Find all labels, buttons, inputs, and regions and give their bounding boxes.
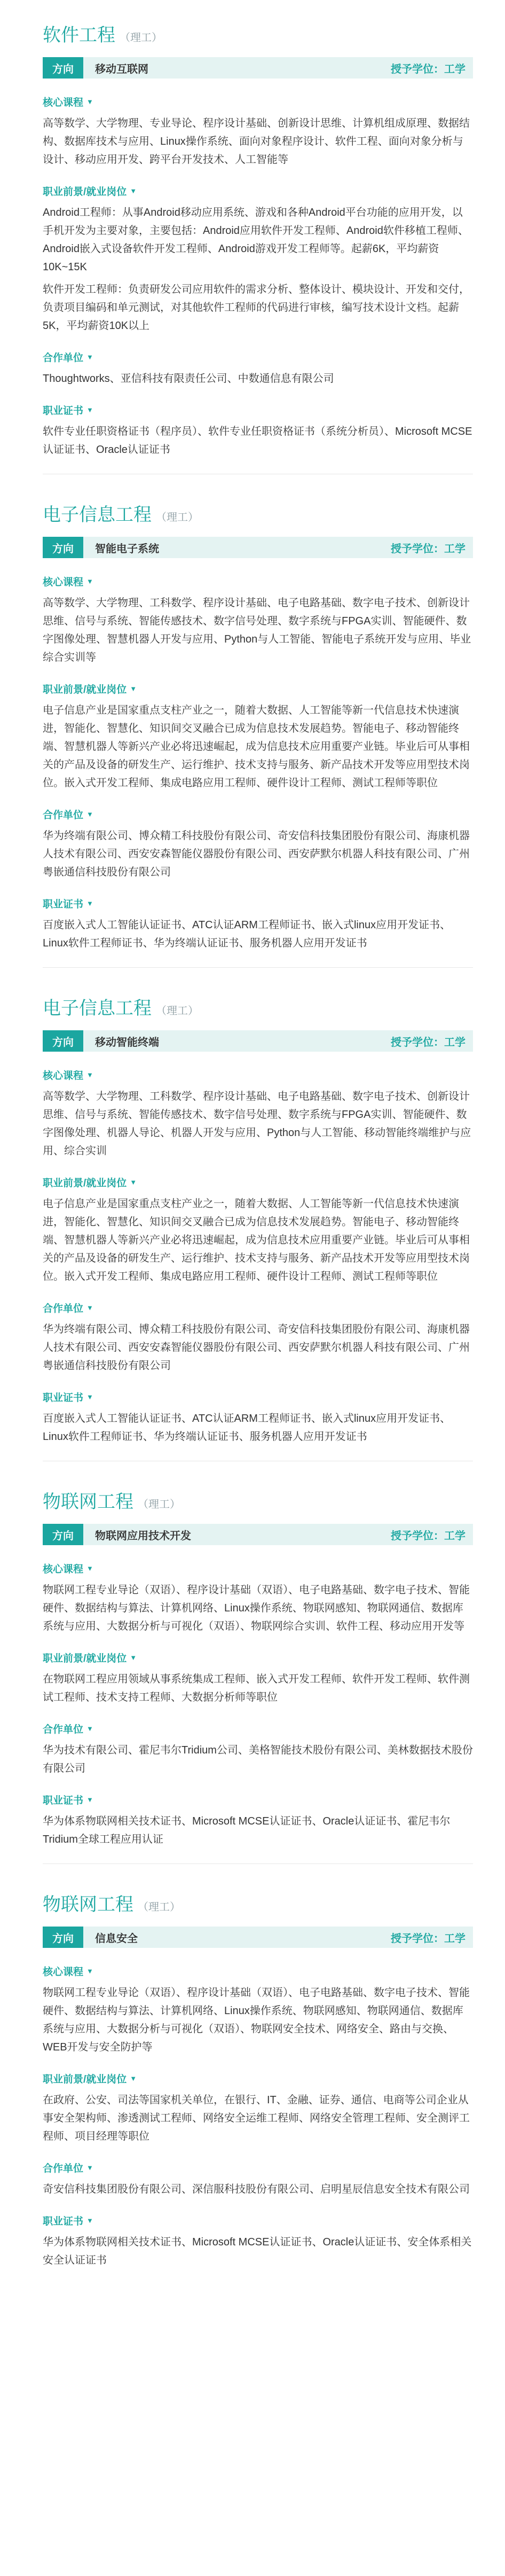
degree-value: 工学 [444,543,465,555]
career-prospects-title [43,682,473,696]
major-name: 电子信息工程 [43,505,152,525]
degree-label: 授予学位： [391,63,444,75]
direction-name: 智能电子系统 [95,543,159,555]
partner-units-text: 奇安信科技集团股份有限公司、深信服科技股份有限公司、启明星辰信息安全技术有限公司 [43,2183,470,2195]
partner-units-text: Thoughtworks、亚信科技有限责任公司、中数通信息有限公司 [43,373,334,385]
major-name: 物联网工程 [43,1894,133,1915]
major-category: （理工） [138,1901,180,1913]
degree-value: 工学 [444,1530,465,1542]
core-courses-heading: 核心课程 [43,1967,84,1978]
partner-units-text: 华为终端有限公司、博众精工科技股份有限公司、奇安信科技集团股份有限公司、海康机器人技术有限公司、西安安森智能仪器股份有限公司、西安萨默尔机器人科技有限公司、广州粤嵌通信科技股份有限公司 [43,1324,470,1372]
core-courses-text: 物联网工程专业导论（双语）、程序设计基础（双语）、电子电路基础、数字电子技术、智能硬件、数据结构与算法、计算机网络、Linux操作系统、物联网感知、物联网通信、数据库系统与应用、大数据分析与可视化（双语）、物联网综合实训、软件工程、移动应用开发等 [43,1584,470,1632]
caret-down-icon: ▼ [130,1178,137,1186]
major-title [43,500,473,526]
section-divider [43,967,473,968]
degree-info [391,540,473,555]
caret-down-icon: ▼ [86,899,93,907]
caret-down-icon: ▼ [86,1967,93,1975]
core-courses-heading: 核心课程 [43,1564,84,1575]
core-courses-title [43,1561,473,1576]
career-prospects-heading: 职业前景/就业岗位 [43,2074,127,2085]
degree-info [391,1930,473,1945]
direction-tag: 方向 [43,57,83,79]
direction-bar [43,57,473,79]
major-name: 软件工程 [43,25,115,45]
partner-units-title [43,2160,473,2175]
vocational-certificates-text: 百度嵌入式人工智能认证证书、ATC认证ARM工程师证书、嵌入式linux应用开发证书、Linux软件工程师证书、华为终端认证证书、服务机器人应用开发证书 [43,919,451,949]
direction-bar [43,537,473,558]
vocational-certificates-section [43,896,473,952]
major-block [43,973,473,1467]
caret-down-icon: ▼ [86,1564,93,1572]
direction-left [43,1030,159,1052]
core-courses-section [43,574,473,667]
direction-name: 移动智能终端 [95,1036,159,1048]
core-courses-title [43,1964,473,1978]
core-courses-title [43,574,473,589]
career-prospects-heading: 职业前景/就业岗位 [43,1178,127,1189]
career-prospects-heading: 职业前景/就业岗位 [43,684,127,695]
caret-down-icon: ▼ [86,1304,93,1312]
major-title [43,1890,473,1916]
career-prospects-text: 软件开发工程师：负责研发公司应用软件的需求分析、整体设计、模块设计、开发和交付，负责项目编码和单元测试，对其他软件工程师的代码进行审核，编写技术设计文档。起薪5K，平均薪资10K以上 [43,284,470,332]
major-title [43,20,473,46]
career-prospects-title [43,2071,473,2086]
partner-units-text: 华为技术有限公司、霍尼韦尔Tridium公司、美格智能技术股份有限公司、美林数据技术股份有限公司 [43,1744,473,1774]
partner-units-title [43,807,473,821]
caret-down-icon: ▼ [86,1725,93,1733]
partner-units-title [43,350,473,364]
major-category: （理工） [156,1005,199,1017]
partner-units-heading: 合作单位 [43,810,84,821]
major-name: 物联网工程 [43,1492,133,1512]
partner-units-section [43,2160,473,2198]
vocational-certificates-heading: 职业证书 [43,2216,84,2227]
partner-units-section [43,1301,473,1375]
vocational-certificates-heading: 职业证书 [43,1392,84,1404]
career-prospects-text: 电子信息产业是国家重点支柱产业之一，随着大数据、人工智能等新一代信息技术快速演进，智能化、智慧化、知识间交叉融合已成为信息技术发展趋势。智能电子、移动智能终端、智慧机器人等新兴产业必将迅速崛起，成为信息技术应用重要产业链。毕业后可从事相关的产品及设备的研发生产、运行维护、技术支持与服务、新产品技术开发等应用型技术岗位。嵌入式开发工程师、集成电路应用工程师、硬件设计工程师、测试工程师等职位 [43,1198,470,1282]
career-prospects-section [43,1175,473,1286]
core-courses-heading: 核心课程 [43,1070,84,1082]
vocational-certificates-title [43,1792,473,1807]
partner-units-heading: 合作单位 [43,1303,84,1314]
degree-label: 授予学位： [391,1036,444,1048]
caret-down-icon: ▼ [86,1071,93,1079]
career-prospects-title [43,184,473,198]
major-category: （理工） [138,1499,180,1510]
caret-down-icon: ▼ [86,810,93,818]
major-block [43,0,473,480]
vocational-certificates-heading: 职业证书 [43,899,84,910]
career-prospects-section [43,2071,473,2146]
partner-units-text: 华为终端有限公司、博众精工科技股份有限公司、奇安信科技集团股份有限公司、海康机器人技术有限公司、西安安森智能仪器股份有限公司、西安萨默尔机器人科技有限公司、广州粤嵌通信科技股份有限公司 [43,830,470,878]
direction-tag: 方向 [43,537,83,558]
degree-label: 授予学位： [391,543,444,555]
partner-units-heading: 合作单位 [43,353,84,364]
core-courses-text: 高等数学、大学物理、工科数学、程序设计基础、电子电路基础、数字电子技术、创新设计思维、信号与系统、智能传感技术、数字信号处理、数字系统与FPGA实训、智能硬件、数字图像处理、机器人导论、机器人开发与应用、Python与人工智能、移动智能终端维护与应用、综合实训 [43,1091,471,1157]
degree-value: 工学 [444,1036,465,1048]
core-courses-section [43,1068,473,1160]
degree-value: 工学 [444,1932,465,1945]
major-category: （理工） [156,512,199,523]
partner-units-heading: 合作单位 [43,1724,84,1735]
vocational-certificates-text: 百度嵌入式人工智能认证证书、ATC认证ARM工程师证书、嵌入式linux应用开发证书、Linux软件工程师证书、华为终端认证证书、服务机器人应用开发证书 [43,1413,451,1443]
caret-down-icon: ▼ [86,2164,93,2172]
caret-down-icon: ▼ [86,353,93,361]
career-prospects-text: 在政府、公安、司法等国家机关单位，在银行、IT、金融、证券、通信、电商等公司企业从事安全架构师、渗透测试工程师、网络安全运维工程师、网络安全管理工程师、安全测评工程师、项目经理等职位 [43,2094,470,2142]
career-prospects-text: 电子信息产业是国家重点支柱产业之一，随着大数据、人工智能等新一代信息技术快速演进，智能化、智慧化、知识间交叉融合已成为信息技术发展趋势。智能电子、移动智能终端、智慧机器人等新兴产业必将迅速崛起，成为信息技术应用重要产业链。毕业后可从事相关的产品及设备的研发生产、运行维护、技术支持与服务、新产品技术开发等应用型技术岗位。嵌入式开发工程师、集成电路应用工程师、硬件设计工程师、测试工程师等职位 [43,704,470,789]
vocational-certificates-text: 华为体系物联网相关技术证书、Microsoft MCSE认证证书、Oracle认证证书、霍尼韦尔Tridium全球工程应用认证 [43,1815,451,1845]
major-block [43,1869,473,2290]
vocational-certificates-section [43,2213,473,2269]
vocational-certificates-title [43,896,473,911]
major-block [43,480,473,973]
vocational-certificates-title [43,1390,473,1404]
degree-info [391,1033,473,1049]
core-courses-text: 高等数学、大学物理、专业导论、程序设计基础、创新设计思维、计算机组成原理、数据结构、数据库技术与应用、Linux操作系统、面向对象程序设计、软件工程、面向对象分析与设计、移动应用开发、跨平台开发技术、人工智能等 [43,118,470,166]
core-courses-text: 物联网工程专业导论（双语）、程序设计基础（双语）、电子电路基础、数字电子技术、智能硬件、数据结构与算法、计算机网络、Linux操作系统、物联网感知、物联网通信、数据库系统与应用、大数据分析与可视化（双语）、物联网安全技术、网络安全、路由与交换、WEB开发与安全防护等 [43,1987,470,2053]
core-courses-heading: 核心课程 [43,577,84,588]
caret-down-icon: ▼ [86,1796,93,1804]
vocational-certificates-section [43,403,473,459]
degree-label: 授予学位： [391,1530,444,1542]
degree-info [391,60,473,76]
core-courses-text: 高等数学、大学物理、工科数学、程序设计基础、电子电路基础、数字电子技术、创新设计思维、信号与系统、智能传感技术、数字信号处理、数字系统与FPGA实训、智能硬件、数字图像处理、智慧机器人开发与应用、Python与人工智能、智能电子系统开发与应用、毕业综合实训等 [43,597,471,663]
core-courses-title [43,1068,473,1082]
caret-down-icon: ▼ [130,187,137,195]
caret-down-icon: ▼ [86,98,93,106]
direction-left [43,1524,191,1545]
core-courses-section [43,95,473,169]
career-prospects-heading: 职业前景/就业岗位 [43,186,127,198]
career-prospects-section [43,1650,473,1706]
core-courses-section [43,1964,473,2056]
vocational-certificates-text: 华为体系物联网相关技术证书、Microsoft MCSE认证证书、Oracle认证证书、安全体系相关安全认证证书 [43,2236,472,2266]
partner-units-section [43,1721,473,1778]
direction-name: 移动互联网 [95,63,148,75]
career-prospects-text: 在物联网工程应用领域从事系统集成工程师、嵌入式开发工程师、软件开发工程师、软件测试工程师、技术支持工程师、大数据分析师等职位 [43,1673,470,1703]
core-courses-title [43,95,473,109]
caret-down-icon: ▼ [130,685,137,693]
career-prospects-heading: 职业前景/就业岗位 [43,1653,127,1664]
vocational-certificates-heading: 职业证书 [43,405,84,417]
direction-tag: 方向 [43,1030,83,1052]
core-courses-heading: 核心课程 [43,97,84,108]
caret-down-icon: ▼ [86,577,93,585]
direction-left [43,1927,138,1948]
direction-bar [43,1927,473,1948]
career-prospects-section [43,184,473,335]
direction-bar [43,1030,473,1052]
caret-down-icon: ▼ [86,1393,93,1401]
vocational-certificates-heading: 职业证书 [43,1795,84,1806]
vocational-certificates-section [43,1390,473,1446]
major-category: （理工） [120,32,162,44]
partner-units-section [43,350,473,388]
direction-tag: 方向 [43,1927,83,1948]
degree-info [391,1527,473,1543]
direction-tag: 方向 [43,1524,83,1545]
partner-units-section [43,807,473,881]
major-block [43,1467,473,1869]
partner-units-title [43,1721,473,1736]
direction-left [43,57,148,79]
direction-name: 信息安全 [95,1932,138,1945]
core-courses-section [43,1561,473,1635]
caret-down-icon: ▼ [130,1654,137,1662]
caret-down-icon: ▼ [86,2217,93,2225]
career-prospects-text: Android工程师：从事Android移动应用系统、游戏和各种Android平台功能的应用开发，以手机开发为主要对象，主要包括：Android应用软件开发工程师、Android软件移植工程师、Android嵌入式设备软件开发工程师、Android游戏开发工程师等。起薪6K，平均薪资10K~15K [43,207,469,273]
vocational-certificates-title [43,403,473,417]
vocational-certificates-section [43,1792,473,1849]
major-title [43,993,473,1020]
vocational-certificates-title [43,2213,473,2228]
caret-down-icon: ▼ [130,2074,137,2082]
degree-value: 工学 [444,63,465,75]
major-name: 电子信息工程 [43,998,152,1019]
direction-name: 物联网应用技术开发 [95,1530,191,1542]
partner-units-title [43,1301,473,1315]
major-title [43,1487,473,1513]
direction-bar [43,1524,473,1545]
vocational-certificates-text: 软件专业任职资格证书（程序员）、软件专业任职资格证书（系统分析员）、Microsoft MCSE认证证书、Oracle认证证书 [43,426,472,456]
degree-label: 授予学位： [391,1932,444,1945]
career-prospects-section [43,682,473,792]
direction-left [43,537,159,558]
partner-units-heading: 合作单位 [43,2163,84,2174]
caret-down-icon: ▼ [86,406,93,414]
career-prospects-title [43,1175,473,1189]
career-prospects-title [43,1650,473,1665]
